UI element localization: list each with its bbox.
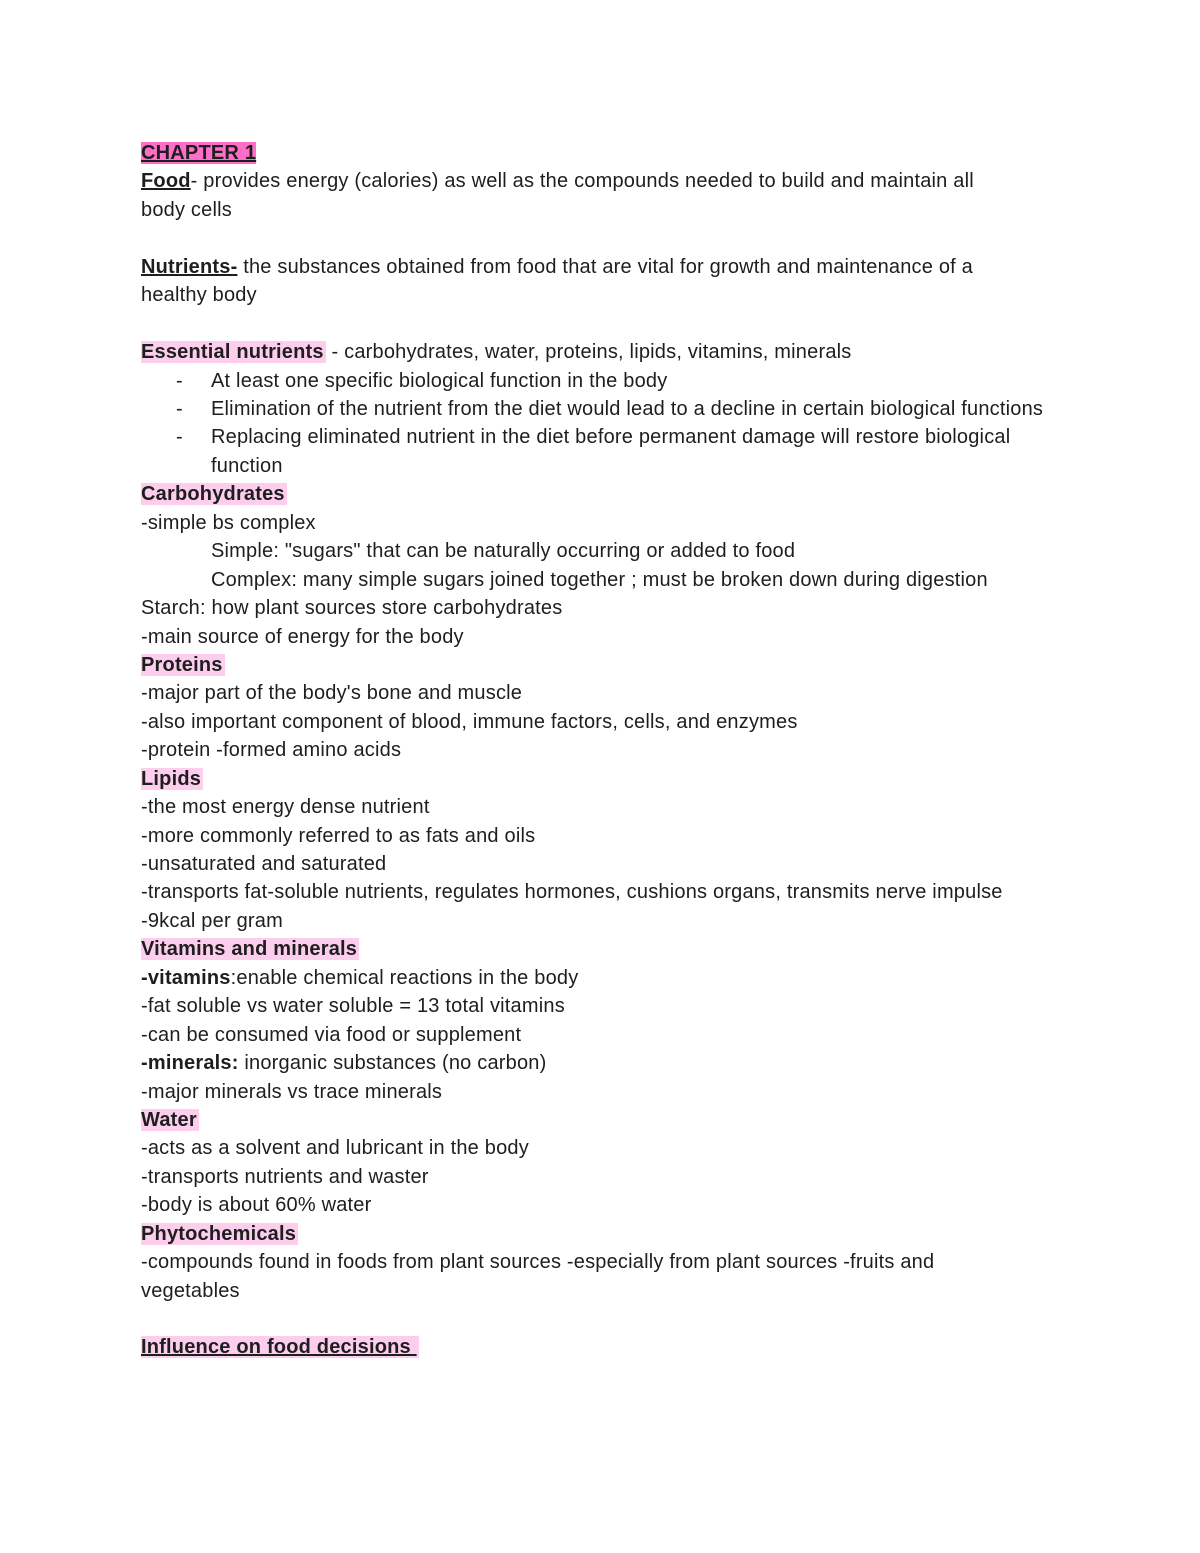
note-line: -unsaturated and saturated (141, 853, 387, 875)
note-line (141, 964, 1071, 992)
note-line: -simple bs complex (141, 511, 316, 534)
heading-carbohydrates: Carbohydrates (141, 483, 285, 506)
note-line: -main source of energy for the body (141, 625, 464, 648)
heading-vitamins-minerals: Vitamins and minerals (141, 938, 358, 961)
heading-water: Water (141, 1108, 197, 1131)
note-line: -fat soluble vs water soluble = 13 total vitamins (141, 995, 565, 1018)
definition-text: healthy body (141, 284, 257, 307)
bullet-dash: - (176, 369, 183, 392)
heading-influence-food-decisions: Influence on food decisions (141, 1336, 417, 1359)
essential-nutrients (141, 338, 1071, 366)
note-line: Simple: "sugars" that can be naturally occurring or added to food (211, 540, 796, 563)
heading-phytochemicals: Phytochemicals (141, 1222, 297, 1245)
list-item-text: Replacing eliminated nutrient in the diet before permanent damage will restore biological function (211, 426, 1011, 477)
bullet-dash: - (176, 426, 183, 449)
note-line: -9kcal per gram (141, 909, 283, 932)
note-line (141, 1049, 1071, 1077)
term-food: Food (141, 170, 191, 193)
note-line: Starch: how plant sources store carbohydrates (141, 597, 563, 620)
note-line: Complex: many simple sugars joined together ; must be broken down during digestion (211, 568, 988, 591)
note-line: -major part of the body's bone and muscle (141, 682, 523, 705)
note-line: -body is about 60% water (141, 1194, 372, 1217)
heading-lipids: Lipids (141, 767, 202, 790)
note-line: -transports fat-soluble nutrients, regulates hormones, cushions organs, transmits nerve impulse (141, 881, 1003, 904)
list-item (141, 423, 1071, 480)
heading-essential-nutrients: Essential nutrients (141, 341, 324, 364)
document-page (141, 139, 1071, 1362)
definition-text: the substances obtained from food that are vital for growth and maintenance of a (237, 255, 973, 278)
definition-text: - provides energy (calories) as well as the compounds needed to build and maintain all (190, 170, 974, 193)
note-line: -protein -formed amino acids (141, 739, 402, 762)
list-item-text: At least one specific biological function in the body (211, 369, 668, 392)
term-minerals: -minerals: (141, 1052, 239, 1075)
term-vitamins: -vitamins (141, 966, 231, 989)
note-line: -also important component of blood, immune factors, cells, and enzymes (141, 710, 798, 733)
definition-text: body cells (141, 198, 232, 221)
definition-text: inorganic substances (no carbon) (238, 1052, 547, 1075)
list-item-text: Elimination of the nutrient from the diet would lead to a decline in certain biological functions (211, 397, 1044, 420)
list-item (141, 367, 1071, 395)
heading-proteins: Proteins (141, 653, 223, 676)
definition-text: - carbohydrates, water, proteins, lipids, vitamins, minerals (325, 341, 852, 364)
note-line: -major minerals vs trace minerals (141, 1080, 443, 1103)
bullet-dash: - (176, 397, 183, 420)
note-line: -compounds found in foods from plant sources -especially from plant sources -fruits and (141, 1251, 935, 1274)
note-line: -more commonly referred to as fats and oils (141, 824, 536, 847)
term-nutrients: Nutrients- (141, 255, 238, 278)
note-line: -transports nutrients and waster (141, 1165, 429, 1188)
note-line: -acts as a solvent and lubricant in the body (141, 1137, 529, 1160)
nutrients-definition (141, 253, 1071, 281)
list-item (141, 395, 1071, 423)
chapter-title: CHAPTER 1 (141, 142, 257, 164)
note-line: vegetables (141, 1279, 240, 1302)
note-line: -the most energy dense nutrient (141, 796, 430, 819)
note-line: -can be consumed via food or supplement (141, 1023, 522, 1046)
definition-text: :enable chemical reactions in the body (230, 966, 579, 989)
food-definition (141, 167, 1071, 195)
